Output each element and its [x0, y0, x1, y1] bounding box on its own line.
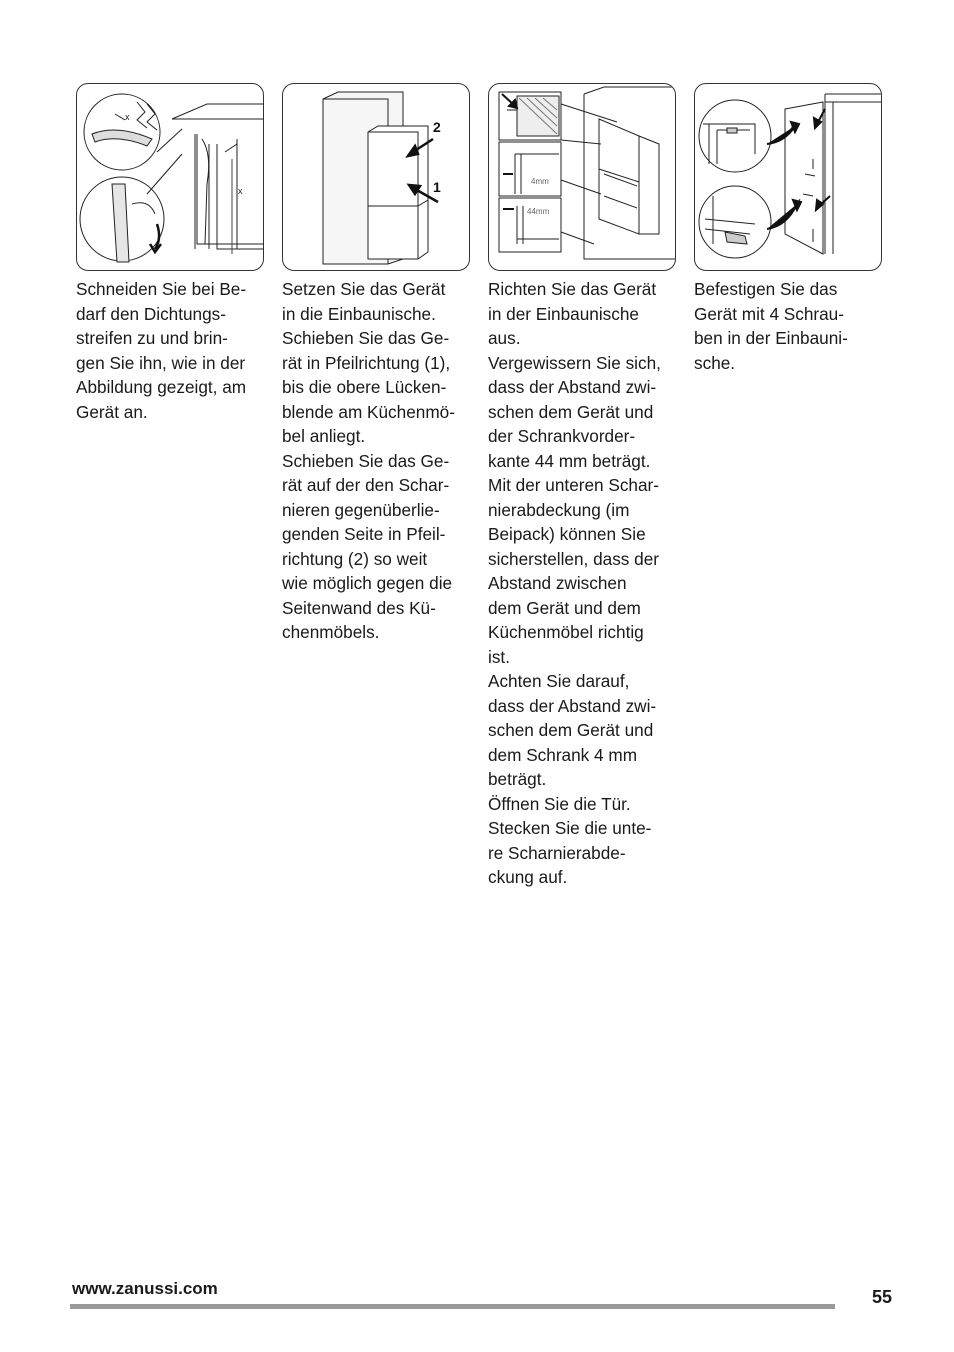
- seal-strip-illustration: [77, 84, 263, 270]
- figure-fix-screws: [694, 83, 882, 271]
- label-gap-4mm: 4mm: [531, 177, 549, 186]
- label-arrow-1: 1: [433, 179, 441, 195]
- fix-screws-illustration: [695, 84, 881, 270]
- step-1-text: Schneiden Sie bei Be- darf den Dichtungs- streifen zu und brin- gen Sie ihn, wie in der Abbildung gezeigt, am Gerät an.: [76, 279, 247, 422]
- figure-seal-strip: [76, 83, 264, 271]
- step-1: [76, 83, 266, 424]
- step-3-text: Richten Sie das Gerät in der Einbaunische aus. Vergewissern Sie sich, dass der Abstand zwi- schen dem Gerät und der Schrankvorder- kante 44 mm beträgt. Mit der unteren Schar- nierabdeckung (im Beipack) können Sie sicherstellen, dass der Abstand zwischen dem Gerät und dem Küchenmöbel richtig ist. Achten Sie darauf, dass der Abstand zwi- schen dem Gerät und dem Schrank 4 mm beträgt. Öffnen Sie die Tür. Stecken Sie die unte- re Scharnierabde- ckung auf.: [488, 279, 661, 887]
- figure-align-appliance: [488, 83, 676, 271]
- label-gap-44mm: 44mm: [527, 207, 550, 216]
- step-2-text: Setzen Sie das Gerät in die Einbaunische. Schieben Sie das Ge- rät in Pfeilrichtung (1), bis die obere Lücken- blende am Küchenmö- bel anliegt. Schieben Sie das Ge- rät auf der den Schar- nieren gegenüberlie- genden Seite in Pfeil- richtung (2) so weit wie möglich gegen die Seitenwand des Kü- chenmöbels.: [282, 279, 455, 642]
- step-4: [694, 83, 884, 375]
- page-number: 55: [872, 1287, 893, 1307]
- figure-insert-appliance: [282, 83, 470, 271]
- step-2: [282, 83, 472, 645]
- step-3: [488, 83, 678, 890]
- label-x-side: x: [238, 186, 243, 196]
- step-4-text: Befestigen Sie das Gerät mit 4 Schrau- ben in der Einbauni- sche.: [694, 279, 848, 373]
- footer-url[interactable]: www.zanussi.com: [72, 1279, 218, 1298]
- align-appliance-illustration: [489, 84, 675, 270]
- label-arrow-2: 2: [433, 119, 441, 135]
- label-x-top: x: [125, 112, 130, 122]
- footer-divider: [70, 1304, 835, 1309]
- insert-appliance-illustration: [283, 84, 469, 270]
